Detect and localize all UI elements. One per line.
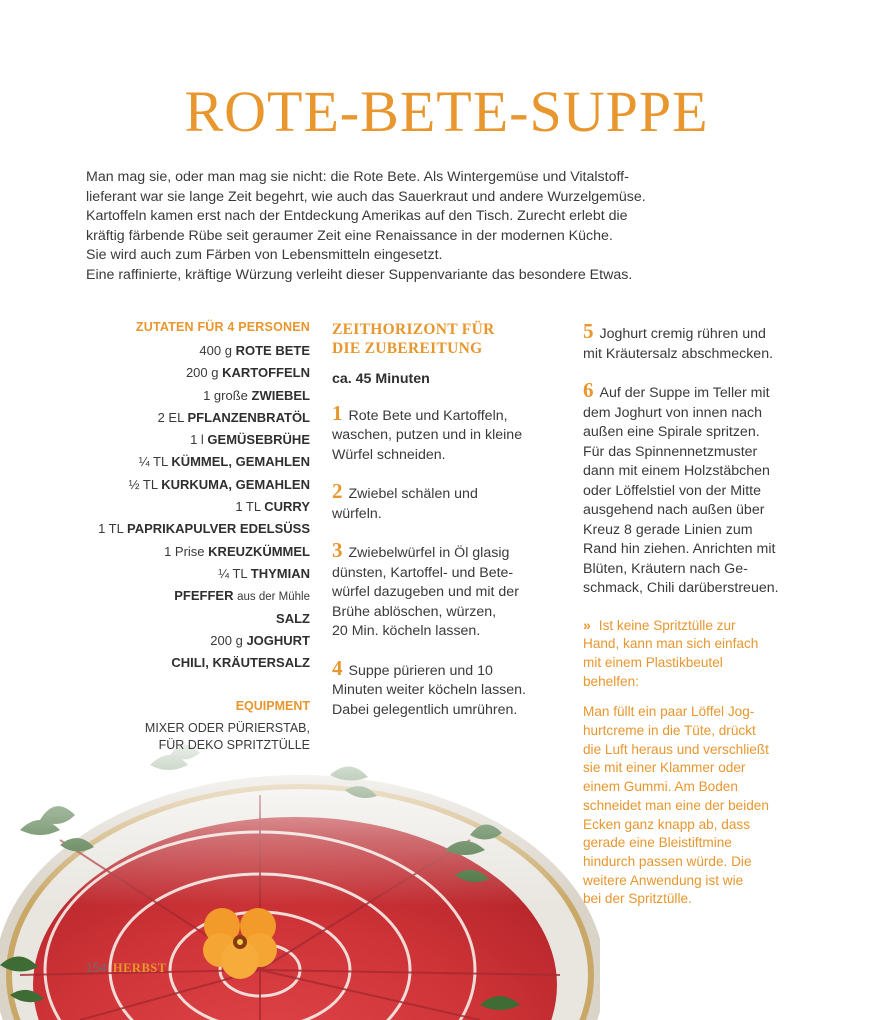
step-line: außen eine Spirale spritzen. <box>583 424 760 440</box>
step-1 <box>332 400 564 466</box>
ingredient-name: CURRY <box>264 499 310 515</box>
tip-line: hurtcreme in die Tüte, drückt <box>583 723 756 739</box>
soup-photo <box>0 735 600 1020</box>
step-3 <box>332 538 564 642</box>
tip-line: schneidet man eine der beiden <box>583 797 769 813</box>
ingredient-row <box>60 563 310 585</box>
ingredient-row <box>60 362 310 384</box>
ingredient-qty: ¼ TL <box>218 565 248 581</box>
tip-box <box>583 616 823 910</box>
ingredient-row <box>60 407 310 429</box>
step-number: 5 <box>583 319 594 343</box>
ingredients-heading: ZUTATEN FÜR 4 PERSONEN <box>135 320 310 334</box>
steps-right-column <box>583 319 823 909</box>
ingredient-row <box>60 608 310 630</box>
equipment-line: FÜR DEKO SPRITZTÜLLE <box>158 738 310 752</box>
step-line: Suppe pürieren und 10 <box>348 662 493 679</box>
tip-line: gerade eine Bleistiftmine <box>583 835 732 851</box>
equipment-heading: EQUIPMENT <box>235 699 310 713</box>
intro-line: Kartoffeln kamen erst nach der Entdeckung Amerikas auf den Tisch. Zurecht erlebt die <box>86 208 628 225</box>
ingredient-name: KURKUMA, GEMAHLEN <box>161 476 310 492</box>
preparation-column <box>332 320 564 737</box>
intro-line: Sie wird auch zum Färben von Lebensmitteln eingesetzt. <box>86 247 443 264</box>
ingredient-row <box>60 385 310 407</box>
ingredient-row <box>60 541 310 563</box>
step-line: würfeln. <box>332 505 382 522</box>
ingredient-name: ROTE BETE <box>235 343 310 358</box>
step-line: Kreuz 8 gerade Linien zum <box>583 521 753 538</box>
intro-line: lieferant war sie lange Zeit begehrt, wie auch das Sauerkraut und andere Wurzelgemüse. <box>86 188 646 205</box>
step-4 <box>332 655 564 721</box>
equipment-line: MIXER ODER PÜRIERSTAB, <box>144 721 310 735</box>
step-line: dem Joghurt von innen nach <box>583 404 763 421</box>
ingredient-name: JOGHURT <box>246 632 310 648</box>
tip-line: Ist keine Spritztülle zur <box>598 617 736 633</box>
ingredient-qty: ¼ TL <box>138 454 168 470</box>
ingredient-name: THYMIAN <box>250 565 310 581</box>
ingredient-name: PFEFFER <box>174 588 234 604</box>
step-line: Für das Spinnennetzmuster <box>583 443 758 460</box>
prep-heading-line: ZEITHORIZONT FÜR <box>332 321 495 338</box>
page-footer <box>86 961 167 976</box>
intro-text <box>86 168 746 286</box>
ingredient-row <box>60 429 310 451</box>
tip-arrow-icon: » <box>583 616 589 633</box>
step-line: Würfel schneiden. <box>332 446 446 463</box>
equipment-list <box>60 720 310 754</box>
tip-line: sie mit einer Klammer oder <box>583 760 746 776</box>
step-line: oder Löffelstiel von der Mitte <box>583 482 761 499</box>
step-line: waschen, putzen und in kleine <box>332 427 523 443</box>
tip-line: Ecken ganz knapp ab, dass <box>583 816 751 832</box>
ingredient-name: ZWIEBEL <box>251 387 310 403</box>
step-line: Rote Bete und Kartoffeln, <box>348 407 508 424</box>
ingredient-qty: 1 TL <box>235 499 261 515</box>
tip-line: mit einem Plastikbeutel <box>583 654 723 670</box>
step-line: schmack, Chili darüberstreuen. <box>583 580 779 596</box>
ingredient-qty: 200 g <box>185 365 219 381</box>
tip-line: die Luft heraus und verschließt <box>583 741 769 757</box>
intro-line: kräftig färbende Rübe seit geraumer Zeit eine Renaissance in der modernen Küche. <box>86 227 613 244</box>
ingredient-row <box>60 340 310 362</box>
ingredient-row <box>60 496 310 518</box>
step-line: Auf der Suppe im Teller mit <box>599 385 770 401</box>
ingredient-row <box>60 652 310 674</box>
ingredient-name: KREUZKÜMMEL <box>208 543 310 559</box>
ingredient-row <box>60 474 310 496</box>
ingredient-qty: 1 große <box>203 387 248 403</box>
ingredient-qty: ½ TL <box>128 476 158 492</box>
step-number: 6 <box>583 378 594 402</box>
ingredient-suffix: aus der Mühle <box>237 591 310 604</box>
tip-line: Man füllt ein paar Löffel Jog- <box>583 704 755 720</box>
step-line: 20 Min. köcheln lassen. <box>332 623 481 639</box>
ingredient-qty: 2 EL <box>157 409 184 425</box>
step-line: dann mit einem Holzstäbchen <box>583 463 770 479</box>
step-line: Zwiebel schälen und <box>348 486 478 502</box>
ingredient-name: SALZ <box>276 610 310 626</box>
step-number: 4 <box>332 655 343 680</box>
step-line: Dabei gelegentlich umrühren. <box>332 701 518 718</box>
ingredient-name: PFLANZENBRATÖL <box>187 409 310 425</box>
step-number: 2 <box>332 479 343 503</box>
ingredients-list <box>60 320 310 674</box>
step-6 <box>583 378 823 599</box>
tip-line: hindurch passen würde. Die <box>583 853 752 869</box>
ingredient-name: CHILI, KRÄUTERSALZ <box>171 655 310 671</box>
step-5 <box>583 319 823 364</box>
page-title: ROTE-BETE-SUPPE <box>184 79 709 144</box>
ingredient-row <box>60 630 310 652</box>
step-line: Minuten weiter köcheln lassen. <box>332 682 526 698</box>
step-line: mit Kräutersalz abschmecken. <box>583 345 774 362</box>
step-line: ausgehend nach außen über <box>583 502 765 518</box>
ingredient-row <box>60 451 310 473</box>
section-name: HERBST <box>112 961 167 975</box>
ingredient-qty: 1 Prise <box>164 543 205 559</box>
ingredient-name: KARTOFFELN <box>222 365 310 381</box>
tip-line: bei der Spritztülle. <box>583 891 692 907</box>
prep-heading <box>332 320 564 358</box>
step-line: Joghurt cremig rühren und <box>599 326 766 342</box>
tip-line: weitere Anwendung ist wie <box>583 872 744 888</box>
page-number: 154 <box>86 961 107 975</box>
ingredient-row <box>60 518 310 540</box>
step-line: Zwiebelwürfel in Öl glasig <box>348 545 510 561</box>
step-line: würfel dazugeben und mit der <box>332 584 519 600</box>
ingredient-qty: 400 g <box>199 343 232 358</box>
ingredient-name: GEMÜSEBRÜHE <box>207 432 310 448</box>
intro-line: Man mag sie, oder man mag sie nicht: die Rote Bete. Als Wintergemüse und Vitalstoff- <box>86 169 629 185</box>
step-2 <box>332 479 564 524</box>
step-line: Brühe ablöschen, würzen, <box>332 603 497 620</box>
step-number: 1 <box>332 400 343 425</box>
step-number: 3 <box>332 538 343 562</box>
ingredient-row <box>60 585 310 607</box>
ingredient-name: PAPRIKAPULVER EDELSÜSS <box>127 521 310 537</box>
ingredient-name: KÜMMEL, GEMAHLEN <box>171 454 310 470</box>
tip-line: behelfen: <box>583 673 639 689</box>
prep-heading-line: DIE ZUBEREITUNG <box>332 340 483 357</box>
ingredient-qty: 200 g <box>210 632 243 648</box>
step-line: Rand hin ziehen. Anrichten mit <box>583 541 776 557</box>
tip-line: Hand, kann man sich einfach <box>583 636 759 652</box>
step-line: Blüten, Kräutern nach Ge- <box>583 560 748 577</box>
step-line: dünsten, Kartoffel- und Bete- <box>332 564 514 581</box>
ingredient-qty: 1 l <box>190 432 204 448</box>
tip-line: einem Gummi. Am Boden <box>583 779 738 795</box>
intro-line: Eine raffinierte, kräftige Würzung verleiht dieser Suppenvariante das besondere Etwas. <box>86 266 633 283</box>
ingredient-qty: 1 TL <box>98 521 124 537</box>
prep-time: ca. 45 Minuten <box>332 371 430 387</box>
